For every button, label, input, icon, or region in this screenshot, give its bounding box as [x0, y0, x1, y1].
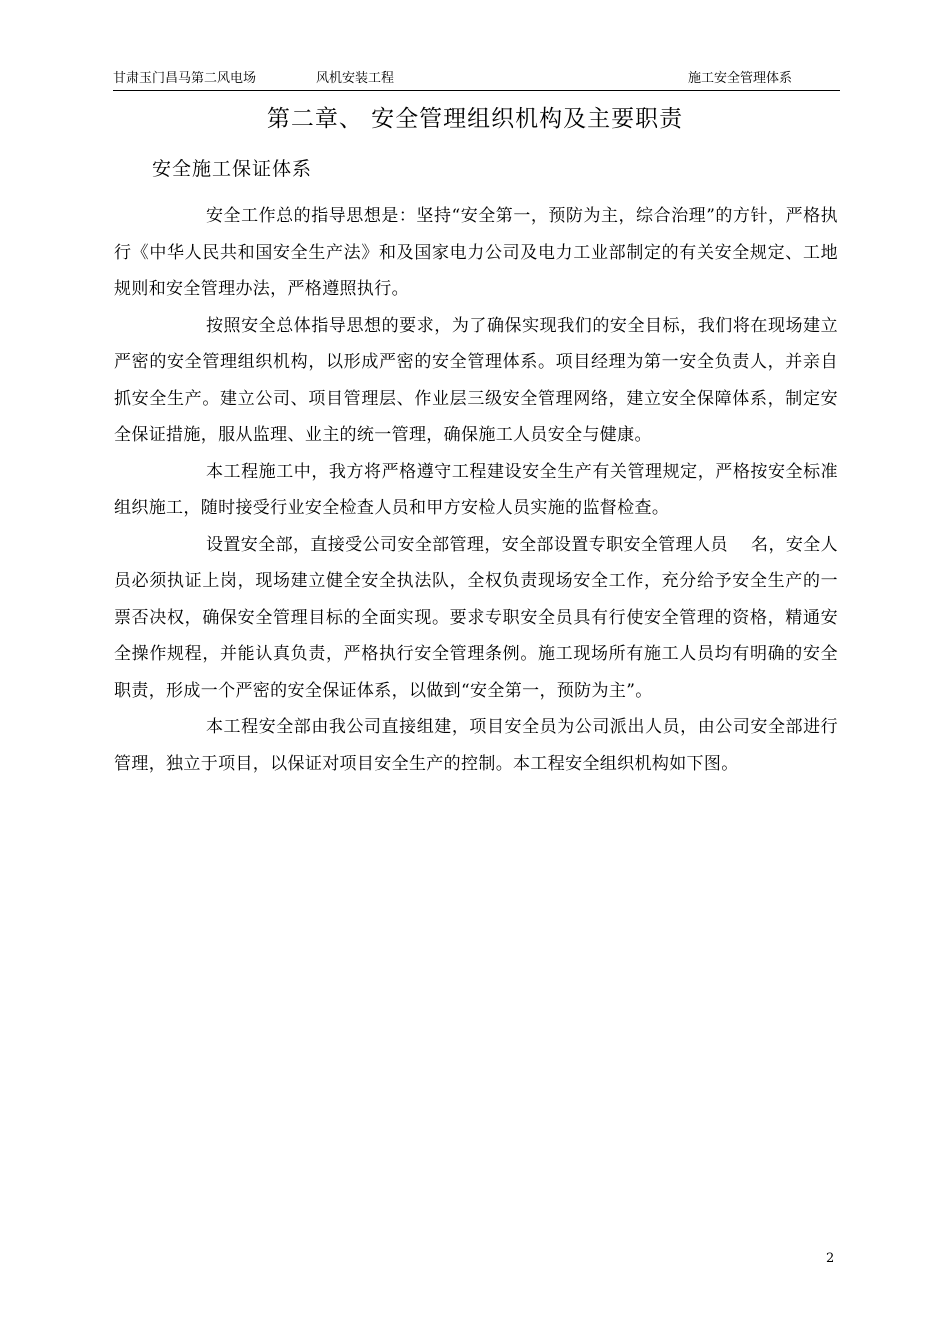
header-project-name: 甘肃玉门昌马第二风电场 [113, 71, 257, 86]
chapter-title: 第二章、 安全管理组织机构及主要职责 [266, 106, 684, 132]
header-document-name: 施工安全管理体系 [688, 71, 793, 86]
header-work-name: 风机安装工程 [316, 71, 395, 86]
page-number: 2 [826, 1251, 835, 1266]
section-title: 安全施工保证体系 [152, 158, 313, 180]
paragraph: 本工程安全部由我公司直接组建，项目安全员为公司派出人员，由公司安全部进行管理，独立于项目，以保证对项目安全生产的控制。本工程安全组织机构如下图。 [114, 717, 838, 774]
page-header [113, 68, 840, 91]
paragraph: 安全工作总的指导思想是：坚持“安全第一，预防为主，综合治理”的方针，严格执行《中华人民共和国安全生产法》和及国家电力公司及电力工业部制定的有关安全规定、工地规则和安全管理办法，严格遵照执行。 [114, 206, 838, 299]
body-text [114, 198, 838, 782]
paragraph: 设置安全部，直接受公司安全部管理，安全部设置专职安全管理人员 名，安全人员必须执证上岗，现场建立健全安全执法队，全权负责现场安全工作，充分给予安全生产的一票否决权，确保安全管理目标的全面实现。要求专职安全员具有行使安全管理的资格，精通安全操作规程，并能认真负责，严格执行安全管理条例。施工现场所有施工人员均有明确的安全职责，形成一个严密的安全保证体系，以做到“安全第一，预防为主”。 [114, 534, 838, 701]
paragraph: 本工程施工中，我方将严格遵守工程建设安全生产有关管理规定，严格按安全标准组织施工，随时接受行业安全检查人员和甲方安检人员实施的监督检查。 [114, 461, 838, 518]
paragraph: 按照安全总体指导思想的要求，为了确保实现我们的安全目标，我们将在现场建立严密的安全管理组织机构，以形成严密的安全管理体系。项目经理为第一安全负责人，并亲自抓安全生产。建立公司、项目管理层、作业层三级安全管理网络，建立安全保障体系，制定安全保证措施，服从监理、业主的统一管理，确保施工人员安全与健康。 [114, 315, 838, 445]
